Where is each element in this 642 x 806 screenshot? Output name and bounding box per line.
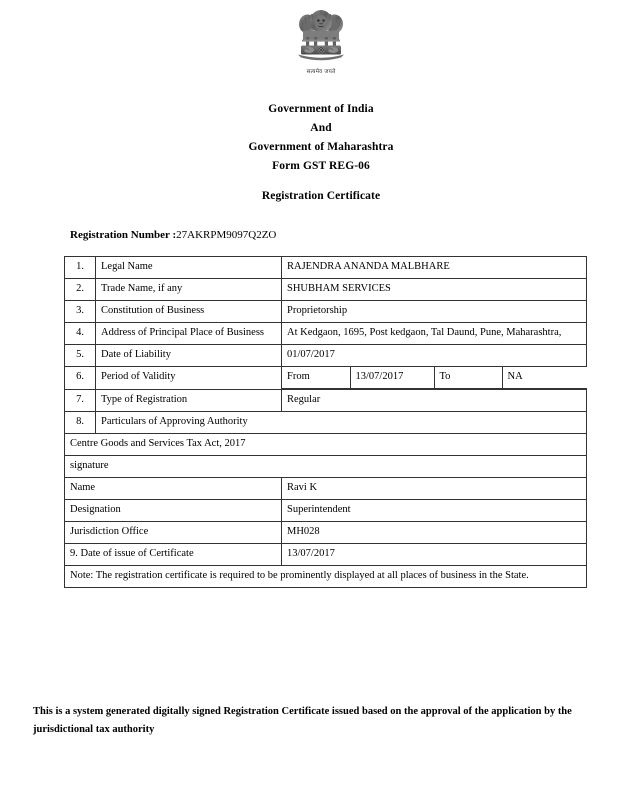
emblem-block — [0, 6, 642, 76]
row-value: SHUBHAM SERVICES — [282, 279, 587, 301]
row-number: 1. — [65, 257, 96, 279]
row-value: Proprietorship — [282, 301, 587, 323]
table-row-approving-authority — [65, 412, 587, 434]
row-number: 6. — [65, 367, 96, 390]
india-national-emblem-icon — [295, 6, 347, 64]
row-number: 3. — [65, 301, 96, 323]
validity-to-value: NA — [502, 367, 587, 389]
authority-label: Designation — [65, 500, 282, 522]
registration-number-line — [70, 229, 276, 241]
table-row-date-of-issue — [65, 544, 587, 566]
table-row-type-of-registration — [65, 390, 587, 412]
table-row-act — [65, 434, 587, 456]
row-label: Period of Validity — [96, 367, 282, 390]
row-number: 4. — [65, 323, 96, 345]
signature-area: signature — [65, 456, 587, 478]
row-label: Address of Principal Place of Business — [96, 323, 282, 345]
authority-label: Jurisdiction Office — [65, 522, 282, 544]
row-label: Date of Liability — [96, 345, 282, 367]
header-line-and: And — [310, 122, 332, 134]
note-text: Note: The registration certificate is required to be prominently displayed at all places of business in the State. — [65, 566, 587, 588]
row-label: Constitution of Business — [96, 301, 282, 323]
table-row-jurisdiction-office — [65, 522, 587, 544]
validity-from-label: From — [282, 367, 350, 389]
table-row-date-of-liability — [65, 345, 587, 367]
certificate-title: Registration Certificate — [261, 190, 381, 202]
row-number: 5. — [65, 345, 96, 367]
row-label: Type of Registration — [96, 390, 282, 412]
validity-from-value: 13/07/2017 — [350, 367, 434, 389]
row-value: At Kedgaon, 1695, Post kedgaon, Tal Daund, Pune, Maharashtra, — [282, 323, 587, 345]
footer-disclaimer: This is a system generated digitally signed Registration Certificate issued based on the approval of the application by the jurisdictional tax authority — [33, 706, 572, 735]
row-number: 8. — [65, 412, 96, 434]
row-value: Regular — [282, 390, 587, 412]
authority-value: Ravi K — [282, 478, 587, 500]
table-row-legal-name — [65, 257, 587, 279]
validity-to-label: To — [434, 367, 502, 389]
table-row-signature — [65, 456, 587, 478]
header-line-government-of-maharashtra: Government of Maharashtra — [248, 141, 394, 153]
table-row-designation — [65, 500, 587, 522]
authority-value: Superintendent — [282, 500, 587, 522]
row-label: Particulars of Approving Authority — [96, 412, 587, 434]
act-line: Centre Goods and Services Tax Act, 2017 — [65, 434, 587, 456]
header-line-government-of-india: Government of India — [268, 103, 374, 115]
table-row-note — [65, 566, 587, 588]
registration-number-label: Registration Number : — [70, 229, 177, 241]
table-row-trade-name — [65, 279, 587, 301]
row-number: 7. — [65, 390, 96, 412]
registration-number-value: 27AKRPM9097Q2ZO — [176, 229, 277, 241]
emblem-motto: सत्यमेव जयते — [306, 69, 336, 75]
table-row-period-of-validity — [65, 367, 587, 390]
validity-subgrid — [282, 367, 587, 390]
row-label: Legal Name — [96, 257, 282, 279]
table-row-constitution-of-business — [65, 301, 587, 323]
authority-value: MH028 — [282, 522, 587, 544]
authority-value: 13/07/2017 — [282, 544, 587, 566]
row-number: 2. — [65, 279, 96, 301]
header-block — [0, 100, 642, 176]
row-label: Trade Name, if any — [96, 279, 282, 301]
table-row-name — [65, 478, 587, 500]
certificate-details-table — [64, 256, 587, 588]
row-value: RAJENDRA ANANDA MALBHARE — [282, 257, 587, 279]
row-value: 01/07/2017 — [282, 345, 587, 367]
authority-label: Name — [65, 478, 282, 500]
table-row-address — [65, 323, 587, 345]
header-line-form-number: Form GST REG-06 — [272, 160, 370, 172]
authority-label: 9. Date of issue of Certificate — [65, 544, 282, 566]
